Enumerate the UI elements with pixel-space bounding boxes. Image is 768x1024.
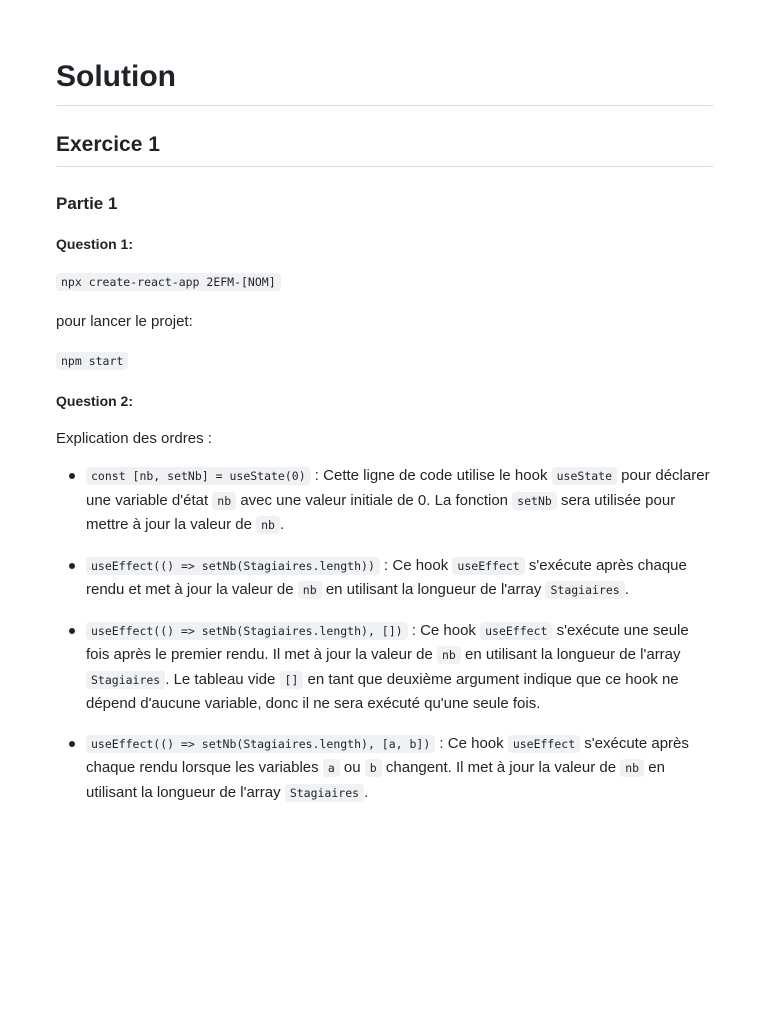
item-text: . (364, 783, 369, 801)
item-text: s'exécute après chaque rendu lorsque les variables (86, 734, 689, 776)
item-text: : Ce hook (435, 734, 508, 752)
inline-code: nb (620, 759, 644, 777)
explanation-list (56, 464, 713, 805)
item-text: : Ce hook (407, 621, 481, 639)
inline-code: [] (280, 671, 304, 689)
inline-code: useEffect(() => setNb(Stagiaires.length)) (86, 557, 380, 575)
inline-code: a (323, 759, 340, 777)
inline-code: Stagiaires (86, 671, 165, 689)
item-text: en utilisant la longueur de l'array (321, 581, 546, 598)
item-text: en utilisant la longueur de l'array (460, 646, 681, 663)
list-item (86, 464, 713, 538)
create-app-command (56, 270, 713, 294)
page-title: Solution (56, 0, 713, 106)
item-text: en tant que deuxième argument indique que ce hook ne dépend d'aucune variable, donc il ne sera exécuté qu'une seule fois. (86, 670, 679, 712)
list-item (86, 732, 713, 806)
inline-code: Stagiaires (545, 581, 624, 599)
question-1-heading: Question 1: (56, 236, 134, 252)
item-text: . (624, 581, 629, 598)
question-2-heading: Question 2: (56, 393, 134, 409)
inline-code: useEffect (508, 735, 580, 753)
inline-code: useEffect(() => setNb(Stagiaires.length), []) (86, 622, 408, 640)
item-text: . Le tableau vide (165, 670, 280, 688)
item-text: ou (339, 759, 365, 776)
inline-code: const [nb, setNb] = useState(0) (86, 467, 311, 485)
inline-code: useState (552, 467, 617, 485)
item-text: s'exécute après chaque rendu et met à jour la valeur de (86, 556, 687, 598)
item-text: : Ce hook (379, 556, 453, 574)
inline-code: nb (298, 581, 322, 599)
item-text: : Cette ligne de code utilise le hook (310, 467, 552, 484)
inline-code: useEffect (480, 622, 552, 640)
inline-code: nb (437, 646, 461, 664)
inline-code: useEffect (452, 557, 524, 575)
launch-text: pour lancer le projet: (56, 313, 193, 330)
explanation-intro: Explication des ordres : (56, 430, 212, 447)
inline-code: nb (256, 516, 280, 534)
part-heading: Partie 1 (56, 194, 118, 213)
start-command (56, 349, 713, 373)
item-text: sera utilisée pour mettre à jour la valeur de (86, 491, 676, 533)
inline-code: Stagiaires (285, 784, 364, 802)
list-item (86, 554, 713, 603)
inline-code: b (365, 759, 382, 777)
item-text: en utilisant la longueur de l'array (86, 759, 665, 801)
inline-code: useEffect(() => setNb(Stagiaires.length), [a, b]) (86, 735, 435, 753)
item-text: s'exécute une seule fois après le premier rendu. Il met à jour la valeur de (86, 621, 689, 663)
inline-code: setNb (512, 492, 557, 510)
inline-code: nb (212, 492, 236, 510)
list-item (86, 619, 713, 716)
inline-code: npx create-react-app 2EFM-[NOM] (56, 273, 281, 291)
exercise-heading: Exercice 1 (56, 131, 713, 167)
item-text: . (279, 516, 285, 533)
item-text: changent. Il met à jour la valeur de (381, 759, 621, 776)
inline-code: npm start (56, 352, 128, 370)
item-text: avec une valeur initiale de 0. La fonction (236, 491, 513, 509)
item-text: pour déclarer une variable d'état (86, 467, 710, 509)
